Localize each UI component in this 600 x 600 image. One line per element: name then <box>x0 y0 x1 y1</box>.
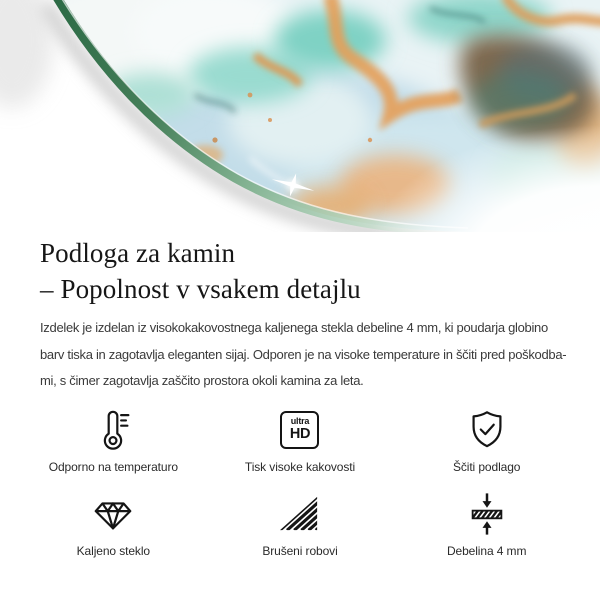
feature-label: Brušeni robovi <box>262 543 338 558</box>
description-line: mi, s čimer zagotavlja zaščito prostora okoli kamina za leta. <box>40 373 364 388</box>
page-title <box>40 235 560 307</box>
description-line: barv tiska in zagotavlja eleganten sijaj. Odporen je na visoke temperature in ščiti pred poškodba- <box>40 346 567 362</box>
glass-panel-illustration <box>0 0 600 232</box>
product-description <box>40 315 567 395</box>
ultra-hd-icon-text-bottom: HD <box>289 426 311 443</box>
page-title-line1: Podloga za kamin <box>40 238 236 268</box>
page-title-line2: – Popolnost v vsakem detajlu <box>40 274 361 304</box>
diamond-icon <box>90 491 136 537</box>
ultra-hd-icon-text-top: ultra <box>290 416 310 427</box>
feature-label: Tisk visoke kakovosti <box>244 459 356 474</box>
ultra-hd-icon <box>277 407 323 453</box>
feature-temperature-resistant <box>20 407 207 474</box>
thickness-compress-icon <box>464 491 510 537</box>
features-grid <box>20 407 580 558</box>
feature-label: Kaljeno steklo <box>76 543 150 558</box>
feature-tempered-glass <box>20 491 207 558</box>
feature-label: Ščiti podlago <box>452 459 521 474</box>
shield-check-icon <box>464 407 510 453</box>
feature-label: Debelina 4 mm <box>446 543 527 558</box>
description-line: Izdelek je izdelan iz visokokakovostnega kaljenega stekla debeline 4 mm, ki poudarja globino <box>40 320 548 335</box>
brushed-edges-icon <box>277 491 323 537</box>
hero-image <box>0 0 600 232</box>
feature-label: Odporno na temperaturo <box>48 459 178 474</box>
feature-print-quality <box>207 407 394 474</box>
content-section <box>0 232 600 558</box>
feature-protects-surface <box>393 407 580 474</box>
feature-brushed-edges <box>207 491 394 558</box>
feature-thickness <box>393 491 580 558</box>
white-fade-overlay <box>300 40 600 232</box>
thermometer-icon <box>90 407 136 453</box>
